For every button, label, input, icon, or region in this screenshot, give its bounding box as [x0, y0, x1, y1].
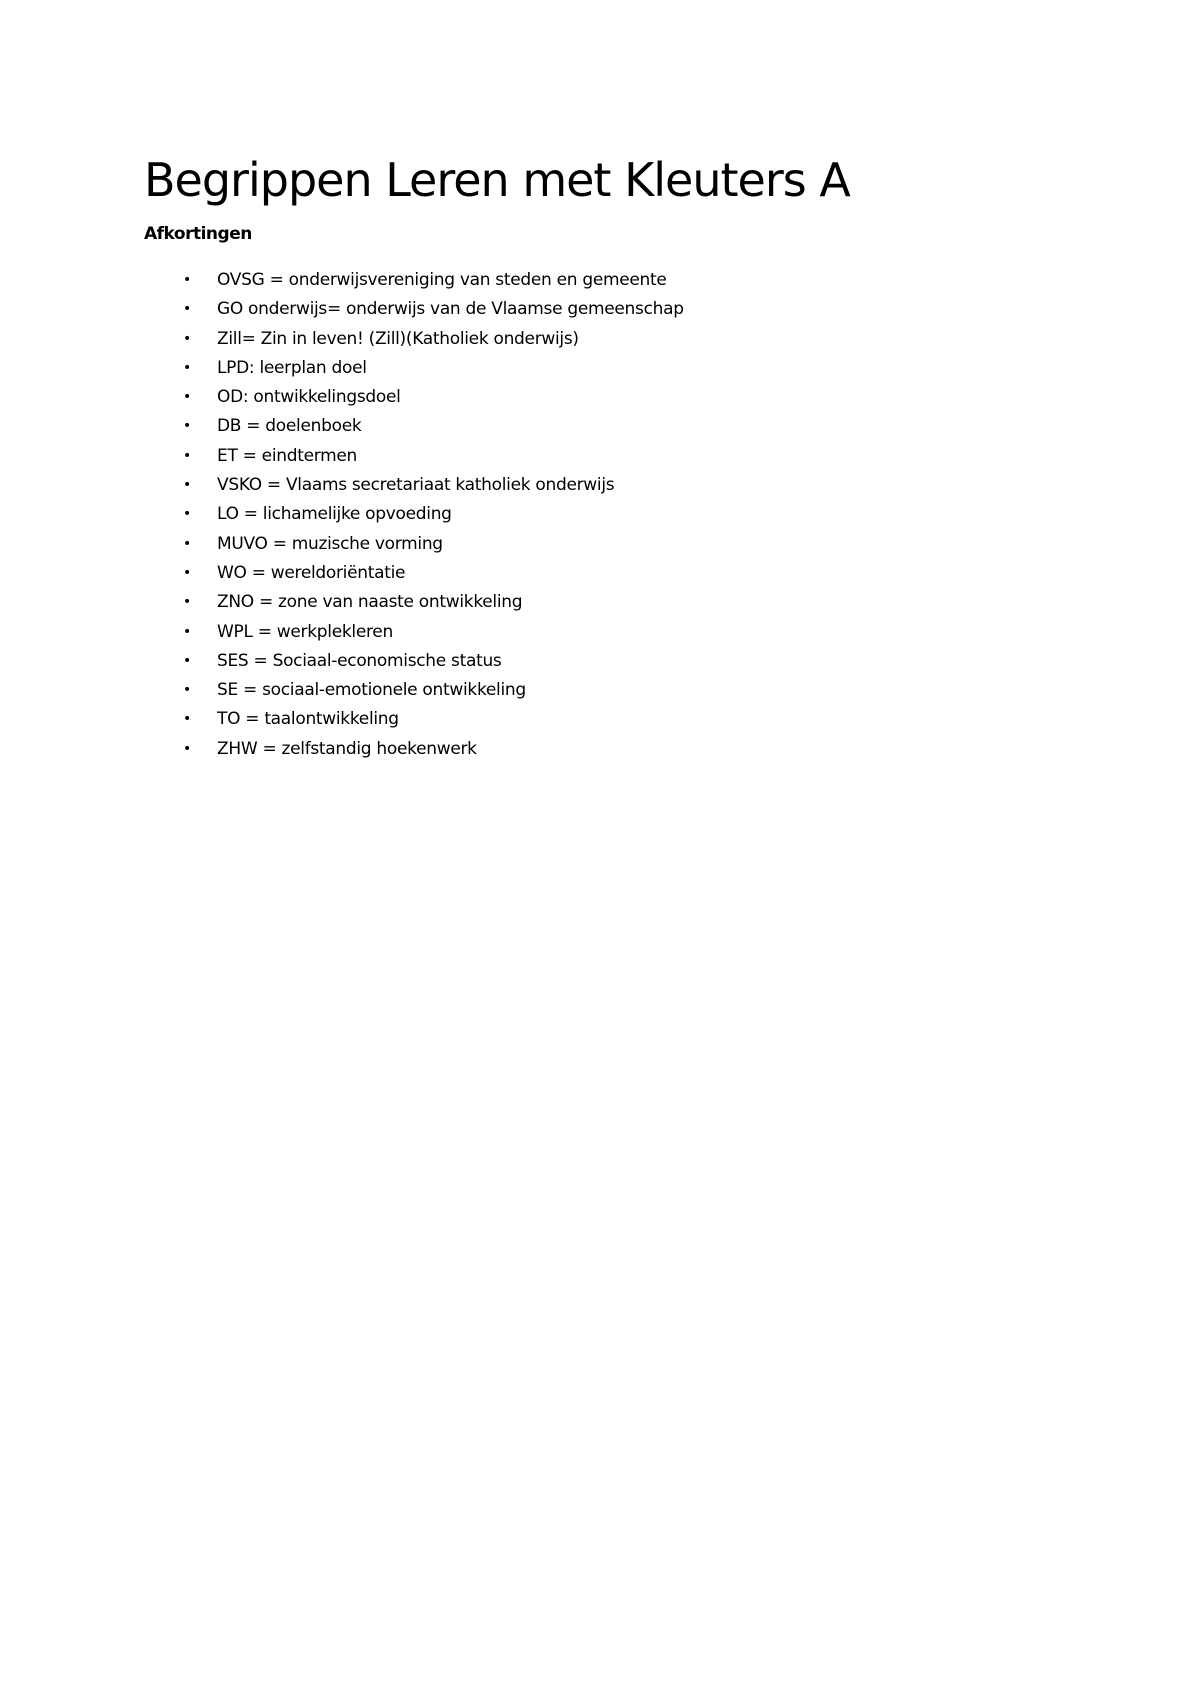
bullet-icon: • [183, 506, 191, 523]
list-item-text: GO onderwijs= onderwijs van de Vlaamse gemeenschap [217, 299, 684, 320]
list-item-text: LO = lichamelijke opvoeding [217, 504, 452, 525]
document-title: Begrippen Leren met Kleuters A [144, 153, 850, 207]
list-item-text: Zill= Zin in leven! (Zill)(Katholiek onderwijs) [217, 328, 579, 349]
bullet-icon: • [183, 330, 191, 347]
bullet-icon: • [183, 272, 191, 288]
list-item-text: ET = eindtermen [217, 445, 358, 466]
bullet-icon: • [183, 301, 191, 318]
bullet-icon: • [183, 682, 191, 699]
bullet-icon: • [183, 652, 191, 669]
bullet-icon: • [183, 711, 191, 728]
list-item-text: VSKO = Vlaams secretariaat katholiek onderwijs [217, 475, 615, 496]
bullet-icon: • [183, 477, 191, 494]
list-item-text: TO = taalontwikkeling [217, 709, 399, 730]
list-item-text: SES = Sociaal-economische status [217, 650, 502, 671]
list-item-text: ZNO = zone van naaste ontwikkeling [217, 592, 523, 613]
section-heading: Afkortingen [144, 224, 252, 244]
list-item-text: LPD: leerplan doel [217, 357, 367, 378]
list-item-text: MUVO = muzische vorming [217, 533, 443, 554]
list-item-text: SE = sociaal-emotionele ontwikkeling [217, 680, 526, 701]
list-item-text: WO = wereldoriëntatie [217, 562, 406, 583]
bullet-icon: • [183, 594, 191, 611]
list-item-text: OVSG = onderwijsvereniging van steden en gemeente [217, 270, 667, 290]
list-item-text: ZHW = zelfstandig hoekenwerk [217, 738, 477, 759]
bullet-icon: • [183, 535, 191, 552]
bullet-icon: • [183, 623, 191, 640]
bullet-icon: • [183, 740, 191, 757]
list-item-text: WPL = werkplekleren [217, 621, 393, 642]
bullet-icon: • [183, 359, 191, 376]
list-item-text: DB = doelenboek [217, 416, 362, 437]
list-item-text: OD: ontwikkelingsdoel [217, 387, 401, 408]
bullet-icon: • [183, 418, 191, 435]
bullet-icon: • [183, 389, 191, 406]
bullet-icon: • [183, 564, 191, 581]
bullet-icon: • [183, 447, 191, 464]
